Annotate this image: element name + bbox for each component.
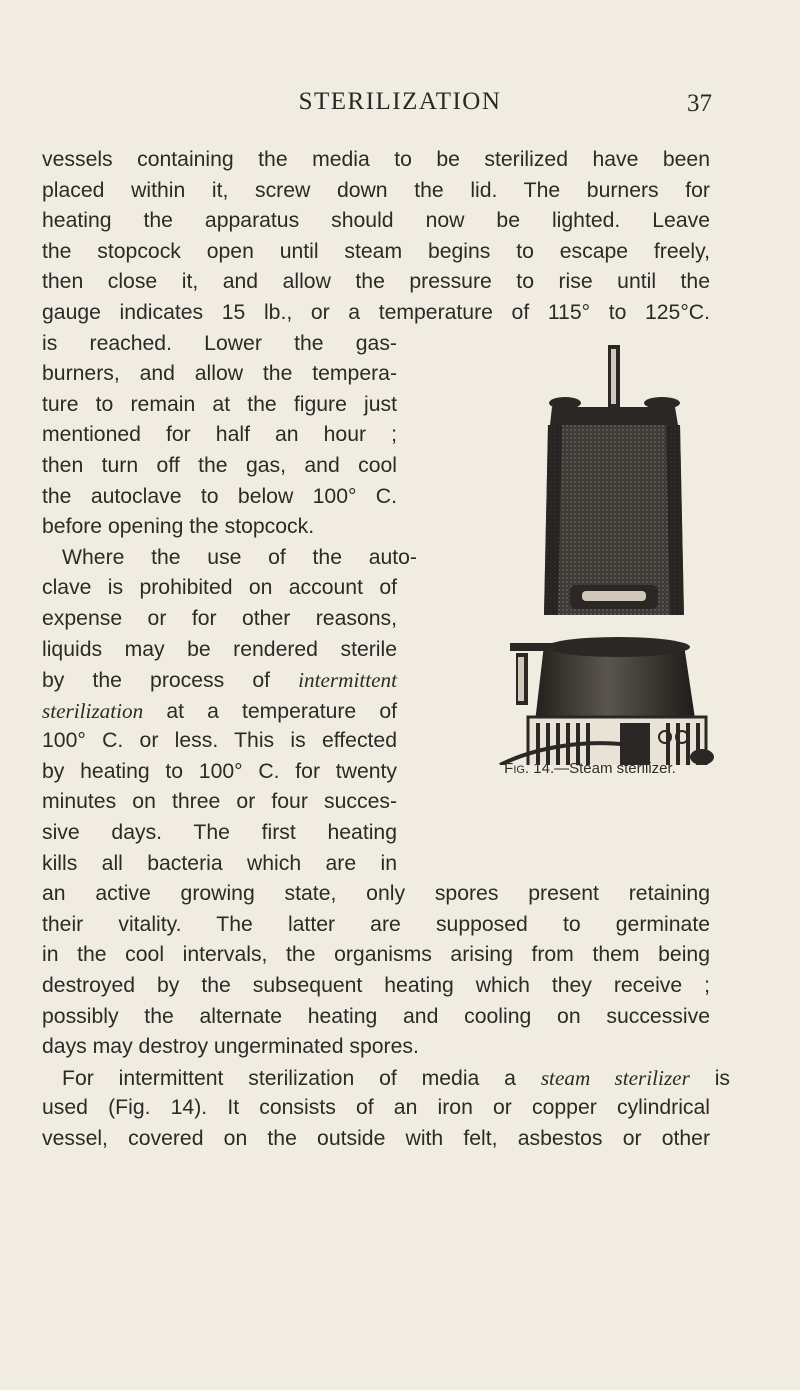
text-line: in the cool intervals, the organisms arising from them being	[42, 943, 710, 967]
steam-sterilizer-figure	[470, 345, 720, 785]
text-line: used (Fig. 14). It consists of an iron or copper cylindrical	[42, 1096, 710, 1120]
text-line: an active growing state, only spores present retaining	[42, 882, 710, 906]
text-line: Where the use of the auto-	[62, 545, 417, 569]
text-line: kills all bacteria which are in	[42, 851, 397, 875]
figure-caption	[455, 760, 725, 777]
text-line: placed within it, screw down the lid. The burners for	[42, 178, 710, 202]
text-line	[42, 696, 397, 727]
text-line: then close it, and allow the pressure to rise until the	[42, 270, 710, 294]
text-line: mentioned for half an hour ;	[42, 423, 397, 447]
steam-sterilizer-illustration	[470, 345, 720, 765]
page-header	[0, 84, 800, 124]
text-run: at a temperature of	[166, 699, 397, 723]
text-line: vessel, covered on the outside with felt, asbestos or other	[42, 1127, 710, 1150]
text-run: is	[714, 1066, 731, 1090]
text-line: possibly the alternate heating and cooling on successive	[42, 1004, 710, 1028]
italic-term: intermittent	[298, 668, 397, 693]
text-line	[42, 1063, 730, 1094]
text-line: minutes on three or four succes-	[42, 790, 397, 814]
text-line: days may destroy ungerminated spores.	[42, 1035, 419, 1059]
running-head: STERILIZATION	[298, 88, 502, 115]
text-line: vessels containing the media to be sterilized have been	[42, 148, 710, 171]
text-line: ture to remain at the figure just	[42, 392, 397, 416]
text-line: the autoclave to below 100° C.	[42, 484, 397, 508]
text-line: heating the apparatus should now be lighted. Leave	[42, 209, 710, 233]
italic-term: sterilization	[42, 698, 144, 723]
text-line: expense or for other reasons,	[42, 606, 397, 630]
text-line: burners, and allow the tempera-	[42, 362, 397, 386]
page-number: 37	[687, 90, 712, 117]
text-line	[42, 665, 397, 696]
text-line: clave is prohibited on account of	[42, 576, 397, 600]
text-line: is reached. Lower the gas-	[42, 331, 397, 355]
text-line: before opening the stopcock.	[42, 515, 315, 539]
text-line: liquids may be rendered sterile	[42, 637, 397, 661]
text-line: their vitality. The latter are supposed to germinate	[42, 912, 710, 936]
text-line: gauge indicates 15 lb., or a temperature of 115° to 125°C.	[42, 300, 710, 324]
caption-label: Fig. 14.	[504, 760, 555, 777]
text-run: by the process of	[42, 669, 271, 693]
text-line: then turn off the gas, and cool	[42, 453, 397, 477]
text-run: For intermittent sterilization of media a	[62, 1066, 516, 1090]
text-line: sive days. The first heating	[42, 821, 397, 845]
caption-text: —Steam sterilizer.	[554, 760, 676, 777]
italic-term: steam sterilizer	[540, 1065, 690, 1090]
text-line: by heating to 100° C. for twenty	[42, 759, 397, 783]
text-line: 100° C. or less. This is effected	[42, 729, 397, 753]
text-line: the stopcock open until steam begins to escape freely,	[42, 239, 710, 263]
text-line: destroyed by the subsequent heating which they receive ;	[42, 974, 710, 998]
